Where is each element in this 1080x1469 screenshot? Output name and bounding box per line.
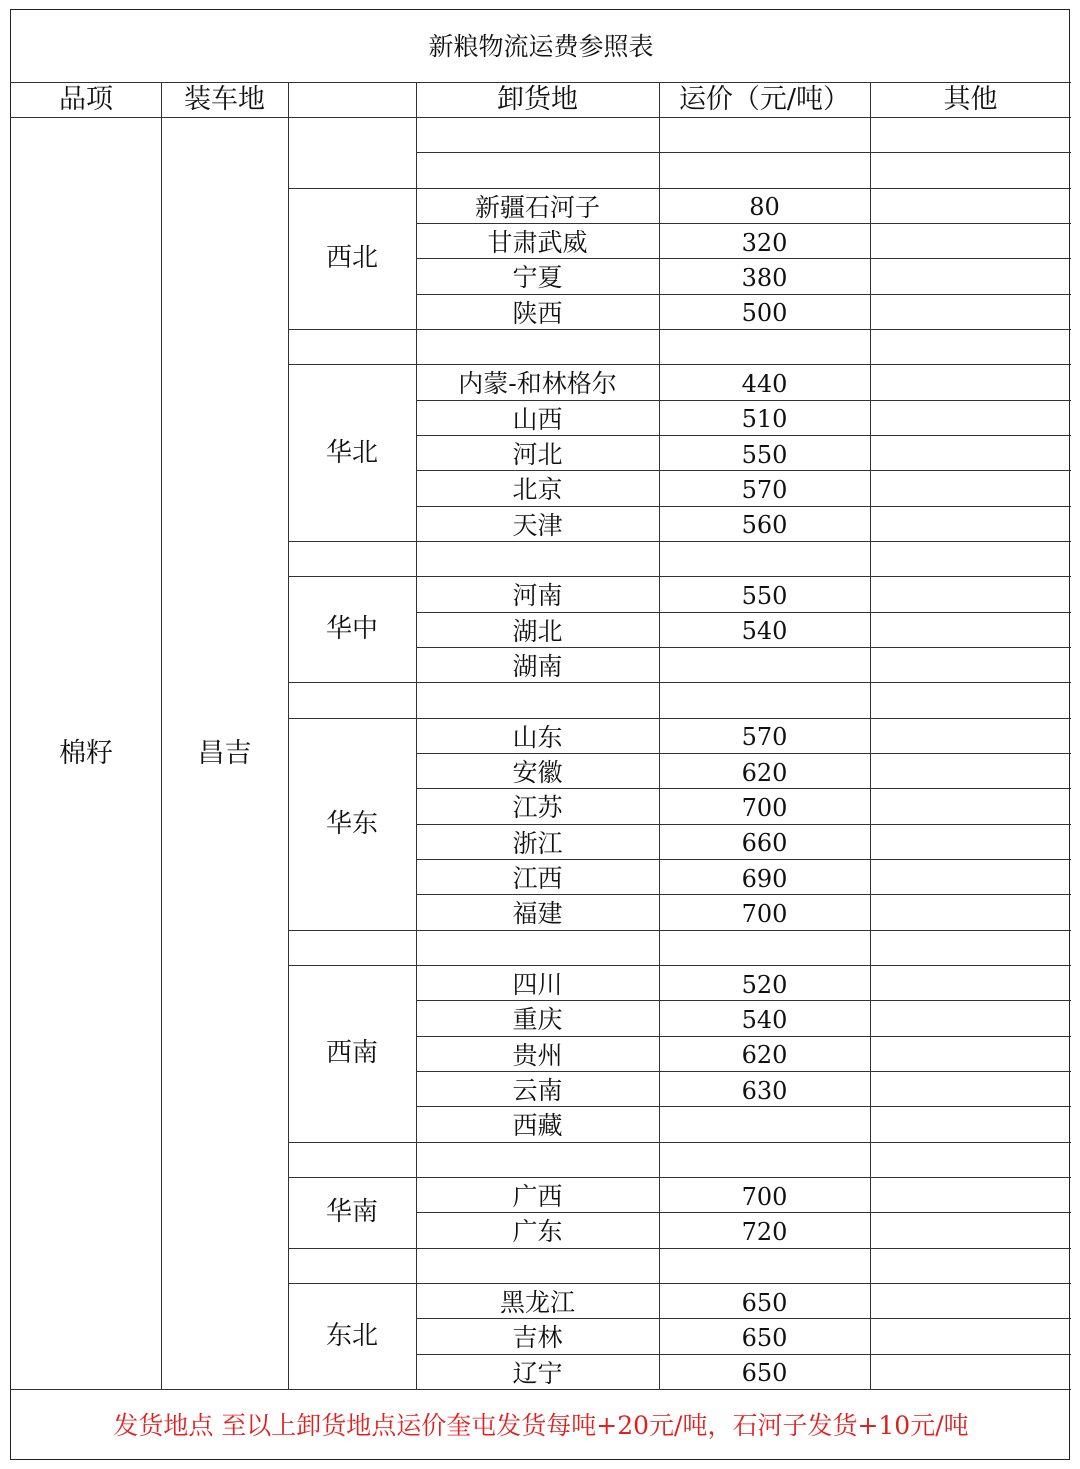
region-bottom-line <box>288 682 1071 683</box>
destination-cell: 西藏 <box>512 1111 563 1141</box>
price-cell: 720 <box>741 1217 788 1246</box>
destination-cell: 安徽 <box>512 758 563 788</box>
price-cell: 570 <box>741 723 788 752</box>
price-cell: 540 <box>741 617 788 646</box>
destination-cell: 黑龙江 <box>499 1288 575 1318</box>
price-cell: 520 <box>741 970 788 999</box>
header-unloading-place: 卸货地 <box>497 84 578 115</box>
destination-cell: 河北 <box>512 440 563 470</box>
destination-cell: 吉林 <box>512 1323 563 1353</box>
destination-cell: 山西 <box>512 404 563 434</box>
header-item: 品项 <box>59 84 113 115</box>
row-line <box>416 506 1071 507</box>
row-line <box>416 647 1071 648</box>
destination-cell: 山东 <box>512 722 563 752</box>
row-line <box>416 1212 1071 1213</box>
region-label: 西南 <box>325 1038 378 1069</box>
price-cell: 440 <box>741 369 788 398</box>
price-cell: 650 <box>741 1288 788 1317</box>
price-cell: 700 <box>741 793 788 822</box>
price-cell <box>659 649 870 684</box>
price-cell: 630 <box>741 1076 788 1105</box>
row-line <box>416 294 1071 295</box>
header-loading-place: 装车地 <box>184 84 265 115</box>
price-cell: 700 <box>741 899 788 928</box>
price-cell: 550 <box>741 581 788 610</box>
page-title: 新粮物流运费参照表 <box>428 31 654 61</box>
item-cell: 棉籽 <box>59 737 113 769</box>
destination-cell: 内蒙-和林格尔 <box>458 369 617 399</box>
price-cell: 550 <box>741 440 788 469</box>
title-divider <box>11 82 1071 83</box>
price-cell: 650 <box>741 1359 788 1388</box>
row-line <box>416 435 1071 436</box>
destination-cell: 甘肃武威 <box>487 228 588 258</box>
header-divider <box>11 117 1071 118</box>
region-bottom-line <box>288 329 1071 330</box>
row-line <box>416 1071 1071 1072</box>
destination-cell: 广东 <box>512 1217 563 1247</box>
region-label: 东北 <box>325 1320 378 1351</box>
destination-cell: 福建 <box>512 899 563 929</box>
region-label: 华东 <box>325 808 378 839</box>
price-cell: 650 <box>741 1323 788 1352</box>
destination-cell: 湖北 <box>512 616 563 646</box>
column-line <box>161 82 162 1389</box>
freight-table <box>10 9 1070 1460</box>
destination-cell: 四川 <box>512 970 563 1000</box>
destination-cell: 江苏 <box>512 793 563 823</box>
destination-cell: 广西 <box>512 1182 563 1212</box>
price-cell: 660 <box>741 829 788 858</box>
price-cell: 560 <box>741 511 788 540</box>
price-cell: 570 <box>741 475 788 504</box>
price-cell: 620 <box>741 1041 788 1070</box>
region-bottom-line <box>288 1389 1071 1390</box>
destination-cell: 新疆石河子 <box>474 192 600 222</box>
destination-cell: 宁夏 <box>512 263 563 293</box>
row-line <box>416 788 1071 789</box>
faint-row-line <box>416 152 870 153</box>
price-cell: 540 <box>741 1005 788 1034</box>
row-line <box>416 400 1071 401</box>
price-cell: 620 <box>741 758 788 787</box>
row-line <box>416 258 1071 259</box>
footer-note: 发货地点 至以上卸货地点运价奎屯发货每吨+20元/吨，石河子发货+10元/吨 <box>113 1410 969 1440</box>
region-label: 华北 <box>325 437 378 468</box>
destination-cell: 浙江 <box>512 828 563 858</box>
row-line <box>416 612 1071 613</box>
region-bottom-line <box>288 930 1071 931</box>
row-line <box>416 1106 1071 1107</box>
region-bottom-line <box>288 1142 1071 1143</box>
row-line <box>416 1000 1071 1001</box>
row-line <box>416 1318 1071 1319</box>
loading-place-cell: 昌吉 <box>197 737 252 769</box>
header-other: 其他 <box>943 84 998 115</box>
price-cell: 500 <box>741 299 788 328</box>
row-line <box>416 1354 1071 1355</box>
destination-cell: 贵州 <box>512 1040 563 1070</box>
price-cell: 80 <box>749 193 780 222</box>
destination-cell: 江西 <box>512 864 563 894</box>
region-label: 西北 <box>325 243 378 274</box>
row-line <box>416 753 1071 754</box>
row-line <box>416 859 1071 860</box>
price-cell: 690 <box>741 864 788 893</box>
destination-cell: 重庆 <box>512 1005 563 1035</box>
destination-cell: 湖南 <box>512 652 563 682</box>
price-cell: 320 <box>741 228 788 257</box>
region-bottom-line <box>288 1248 1071 1249</box>
destination-cell: 天津 <box>512 510 563 540</box>
price-cell: 700 <box>741 1182 788 1211</box>
row-line <box>416 894 1071 895</box>
destination-cell: 陕西 <box>512 298 563 328</box>
header-price: 运价（元/吨） <box>678 84 851 115</box>
destination-cell: 辽宁 <box>512 1358 563 1388</box>
region-label: 华中 <box>325 614 378 645</box>
destination-cell: 云南 <box>512 1076 563 1106</box>
price-cell <box>659 1108 870 1143</box>
price-cell: 510 <box>741 405 788 434</box>
row-line <box>416 1036 1071 1037</box>
row-line <box>416 223 1071 224</box>
destination-cell: 北京 <box>512 475 563 505</box>
region-bottom-line <box>288 541 1071 542</box>
destination-cell: 河南 <box>512 581 563 611</box>
column-line <box>870 82 871 1389</box>
region-label: 华南 <box>325 1197 378 1228</box>
price-cell: 380 <box>741 263 788 292</box>
row-line <box>416 824 1071 825</box>
row-line <box>416 470 1071 471</box>
other-row-line <box>870 152 1071 153</box>
header-region <box>288 82 416 117</box>
